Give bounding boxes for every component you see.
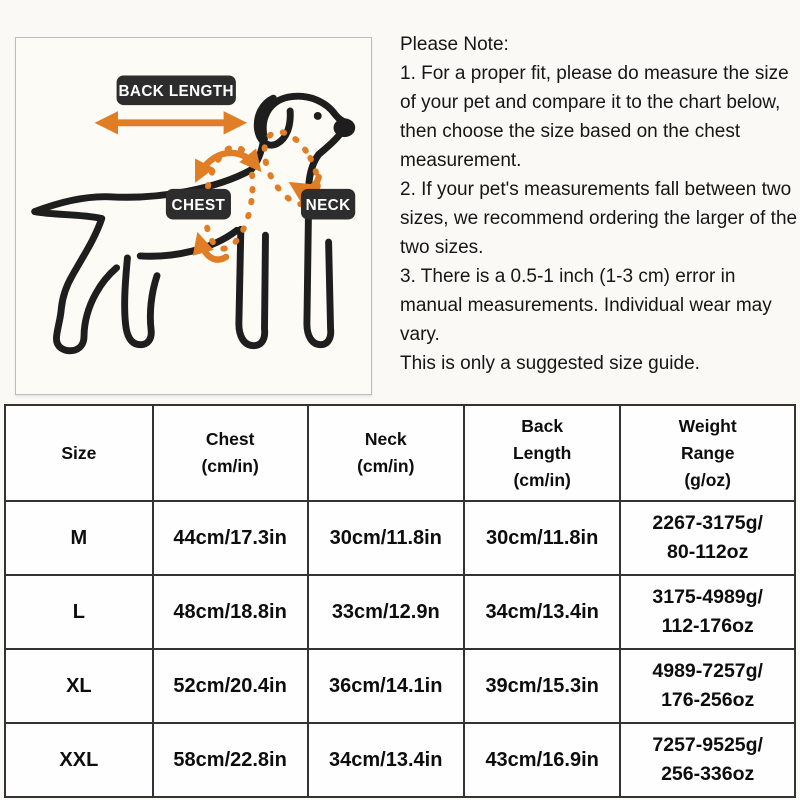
- dog-near-front-leg: [239, 229, 266, 345]
- table-row-xl: [5, 649, 795, 723]
- weight-line: 80-112oz: [667, 541, 749, 563]
- back-length-label: BACK LENGTH: [118, 83, 234, 101]
- size-table: [4, 404, 796, 798]
- chest-cell: 58cm/22.8in: [153, 723, 308, 797]
- weight-line: 256-336oz: [661, 763, 755, 785]
- weight-line: 112-176oz: [661, 615, 754, 637]
- weight-cell: [620, 649, 795, 723]
- notes-section: [400, 30, 798, 378]
- size-cell: XXL: [5, 723, 153, 797]
- size-cell: M: [5, 501, 153, 575]
- dog-far-hind-leg: [125, 258, 157, 345]
- back-length-cell: 39cm/15.3in: [464, 649, 620, 723]
- col-header-size: [5, 405, 153, 501]
- header-line: Chest: [205, 429, 255, 449]
- weight-line: 3175-4989g/: [652, 586, 763, 608]
- dog-measurement-diagram: [15, 37, 372, 395]
- dog-belly-line: [140, 230, 237, 256]
- col-header-chest: [153, 405, 308, 501]
- header-line: Back: [521, 415, 564, 436]
- dog-nose: [334, 118, 356, 137]
- neck-cell: 34cm/13.4in: [308, 723, 464, 797]
- col-header-back-length: [464, 405, 620, 501]
- weight-line: 7257-9525g/: [652, 734, 763, 756]
- header-line: Length: [512, 442, 572, 463]
- notes-title: Please Note:: [400, 34, 509, 55]
- neck-label: NECK: [305, 197, 351, 215]
- neck-cell: 36cm/14.1in: [308, 649, 464, 723]
- weight-cell: [620, 501, 795, 575]
- back-length-cell: 30cm/11.8in: [464, 501, 620, 575]
- header-line: Weight: [678, 415, 737, 436]
- neck-cell: 33cm/12.9n: [308, 575, 464, 649]
- header-line: Size: [61, 442, 97, 463]
- weight-line: 2267-3175g/: [652, 512, 763, 534]
- back-length-cell: 34cm/13.4in: [464, 575, 620, 649]
- header-line: (cm/in): [201, 456, 259, 476]
- note-disclaimer: This is only a suggested size guide.: [400, 353, 700, 374]
- col-header-weight: [620, 405, 795, 501]
- weight-line: 176-256oz: [661, 689, 755, 711]
- back-length-cell: 43cm/16.9in: [464, 723, 620, 797]
- weight-line: 4989-7257g/: [652, 660, 763, 682]
- note-item-1: 1. For a proper fit, please do measure the size of your pet and compare it to the chart below, then choose the size based on the chest measurement.: [400, 63, 789, 171]
- dog-eye: [314, 112, 322, 120]
- header-line: Neck: [364, 429, 407, 449]
- table-row-xxl: [5, 723, 795, 797]
- dog-head-top: [263, 96, 347, 138]
- header-line: Range: [680, 442, 735, 463]
- dog-outline-drawing: [35, 96, 355, 351]
- note-item-2: 2. If your pet's measurements fall between two sizes, we recommend ordering the larger of the two sizes.: [400, 179, 798, 258]
- table-row-m: [5, 501, 795, 575]
- header-line: (cm/in): [513, 469, 571, 490]
- size-cell: L: [5, 575, 153, 649]
- header-line: (cm/in): [357, 456, 415, 476]
- header-line: (g/oz): [684, 469, 731, 490]
- note-item-3: 3. There is a 0.5-1 inch (1-3 cm) error in manual measurements. Individual wear may vary.: [400, 266, 772, 345]
- size-cell: XL: [5, 649, 153, 723]
- dog-diagram-svg: [16, 38, 371, 394]
- chest-cell: 48cm/18.8in: [153, 575, 308, 649]
- chest-cell: 52cm/20.4in: [153, 649, 308, 723]
- dog-tail-and-hind-leg: [35, 212, 117, 351]
- weight-cell: [620, 575, 795, 649]
- chest-cell: 44cm/17.3in: [153, 501, 308, 575]
- chest-label: CHEST: [171, 197, 226, 215]
- weight-cell: [620, 723, 795, 797]
- dog-jaw-throat-front-leg: [307, 134, 341, 345]
- neck-cell: 30cm/11.8in: [308, 501, 464, 575]
- header-row: [5, 405, 795, 501]
- table-row-l: [5, 575, 795, 649]
- col-header-neck: [308, 405, 464, 501]
